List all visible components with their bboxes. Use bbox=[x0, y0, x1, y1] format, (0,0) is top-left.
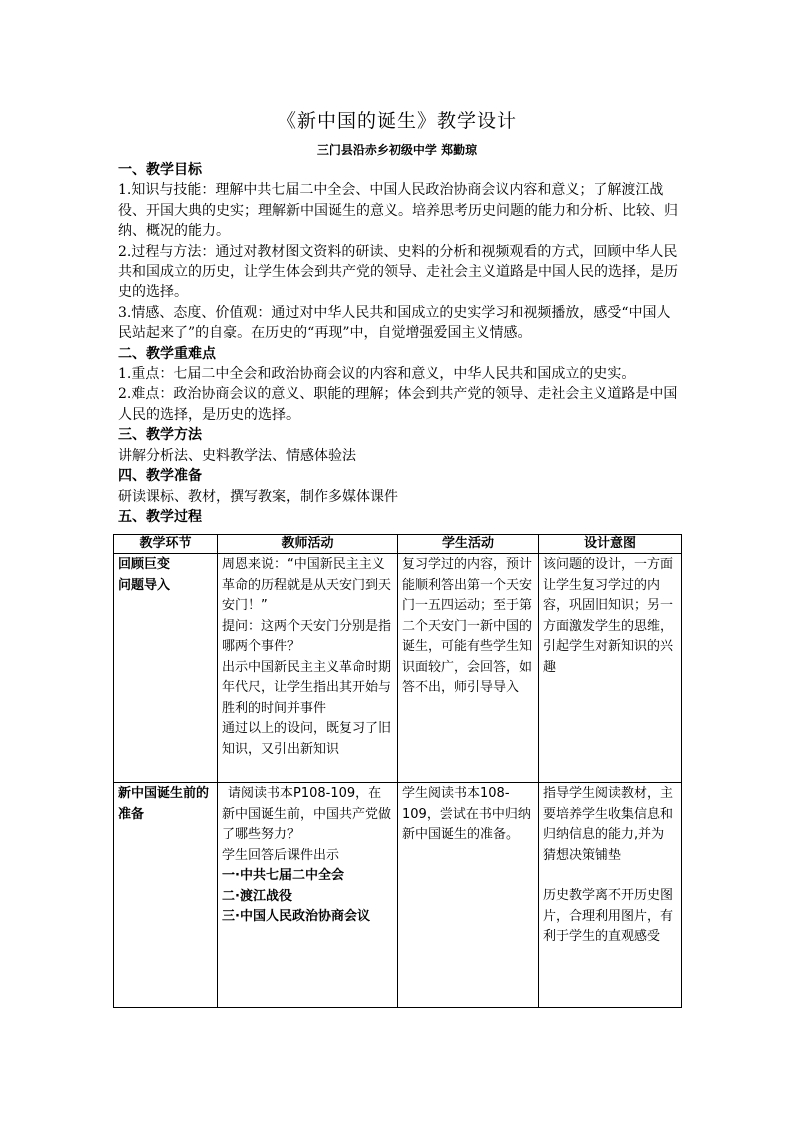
difficult-point: 2.难点：政治协商会议的意义、职能的理解；体会到共产党的领导、走社会主义道路是中国人民的选择，是历史的选择。 bbox=[118, 386, 678, 423]
document-body bbox=[118, 160, 678, 527]
objective-emotion: 3.情感、态度、价值观：通过对中华人民共和国成立的史实学习和视频播放，感受“中国人民站起来了”的自豪。在历史的“再现”中，自觉增强爱国主义情感。 bbox=[118, 304, 671, 342]
design-intent-text-1: 指导学生阅读教材，主要培养学生收集信息和归纳信息的能力,并为猜想决策铺垫 bbox=[543, 786, 674, 863]
preparation-text: 研读课标、教材，撰写教案，制作多媒体课件 bbox=[118, 488, 398, 505]
teacher-question: 提问：这两个天安门分别是指哪两个事件？ bbox=[222, 618, 392, 654]
header-student: 学生活动 bbox=[398, 535, 539, 554]
section-heading-methods: 三、教学方法 bbox=[118, 427, 202, 444]
design-intent-cell bbox=[539, 783, 682, 1008]
section-heading-objectives: 一、教学目标 bbox=[118, 162, 202, 178]
teacher-summary: 通过以上的设问，既复习了旧知识，又引出新知识 bbox=[222, 721, 392, 757]
table-header-row bbox=[114, 535, 682, 554]
header-teacher: 教师活动 bbox=[218, 535, 398, 554]
prep-item-2: 二·渡江战役 bbox=[222, 888, 292, 904]
teacher-activity-cell bbox=[218, 783, 398, 1008]
stage-label-line2: 问题导入 bbox=[118, 577, 171, 593]
teacher-activity-cell bbox=[218, 554, 398, 783]
prep-item-1: 一·中共七届二中全会 bbox=[222, 868, 344, 883]
stage-label-line1: 回顾巨变 bbox=[118, 557, 171, 572]
objective-process: 2.过程与方法：通过对教材图文资料的研读、史料的分析和视频观看的方式，回顾中华人民共和国成立的历史，让学生体会到共产党的领导、走社会主义道路是中国人民的选择，是历史的选择。 bbox=[118, 243, 678, 301]
prep-item-3: 三·中国人民政治协商会议 bbox=[222, 909, 370, 924]
table-row bbox=[114, 554, 682, 783]
header-intent: 设计意图 bbox=[539, 535, 682, 554]
stage-cell bbox=[114, 783, 218, 1008]
key-point: 1.重点：七届二中全会和政治协商会议的内容和意义，中华人民共和国成立的史实。 bbox=[118, 366, 636, 383]
design-intent-text-2: 历史教学离不开历史图片，合理利用图片，有利于学生的直观感受 bbox=[543, 888, 674, 944]
document-title: 《新中国的诞生》教学设计 bbox=[276, 110, 517, 132]
methods-text: 讲解分析法、史料教学法、情感体验法 bbox=[118, 447, 356, 464]
header-stage: 教学环节 bbox=[114, 535, 218, 554]
teaching-process-table bbox=[113, 534, 682, 1008]
document-author: 三门县沿赤乡初级中学 郑勤琼 bbox=[316, 143, 478, 157]
teacher-show-text: 学生回答后课件出示 bbox=[222, 847, 340, 863]
teacher-reading-prompt: 请阅读书本P108-109，在新中国诞生前，中国共产党做了哪些努力？ bbox=[222, 786, 392, 842]
student-activity-text: 复习学过的内容，预计能顺利答出第一个天安门一五四运动；至于第二个天安门一新中国的诞生，可能有些学生知识面较广，会回答，如答不出，师引导导入 bbox=[402, 557, 533, 695]
objective-knowledge: 1.知识与技能：理解中共七届二中全会、中国人民政治协商会议内容和意义；了解渡江战役、开国大典的史实；理解新中国诞生的意义。培养思考历史问题的能力和分析、比较、归纳、概况的能力。 bbox=[118, 182, 678, 240]
teacher-quote: 周恩来说：“中国新民主主义革命的历程就是从天安门到天安门！” bbox=[222, 557, 392, 613]
table-row bbox=[114, 783, 682, 1008]
stage-cell bbox=[114, 554, 218, 783]
design-intent-text: 该问题的设计，一方面让学生复习学过的内容，巩固旧知识；另一方面激发学生的思维，引起学生对新知识的兴趣 bbox=[543, 557, 674, 675]
section-heading-key-points: 二、教学重难点 bbox=[118, 345, 216, 362]
teacher-timeline: 出示中国新民主主义革命时期年代尺，让学生指出其开始与胜利的时间并事件 bbox=[222, 659, 392, 716]
intent-spacer bbox=[543, 866, 677, 886]
section-heading-process: 五、教学过程 bbox=[118, 508, 202, 525]
section-heading-preparation: 四、教学准备 bbox=[118, 468, 202, 485]
student-activity-cell bbox=[398, 783, 539, 1008]
design-intent-cell bbox=[539, 554, 682, 783]
stage-label: 新中国诞生前的准备 bbox=[118, 786, 210, 822]
student-activity-cell bbox=[398, 554, 539, 783]
student-activity-text: 学生阅读书本108-109，尝试在书中归纳新中国诞生的准备。 bbox=[402, 786, 531, 842]
